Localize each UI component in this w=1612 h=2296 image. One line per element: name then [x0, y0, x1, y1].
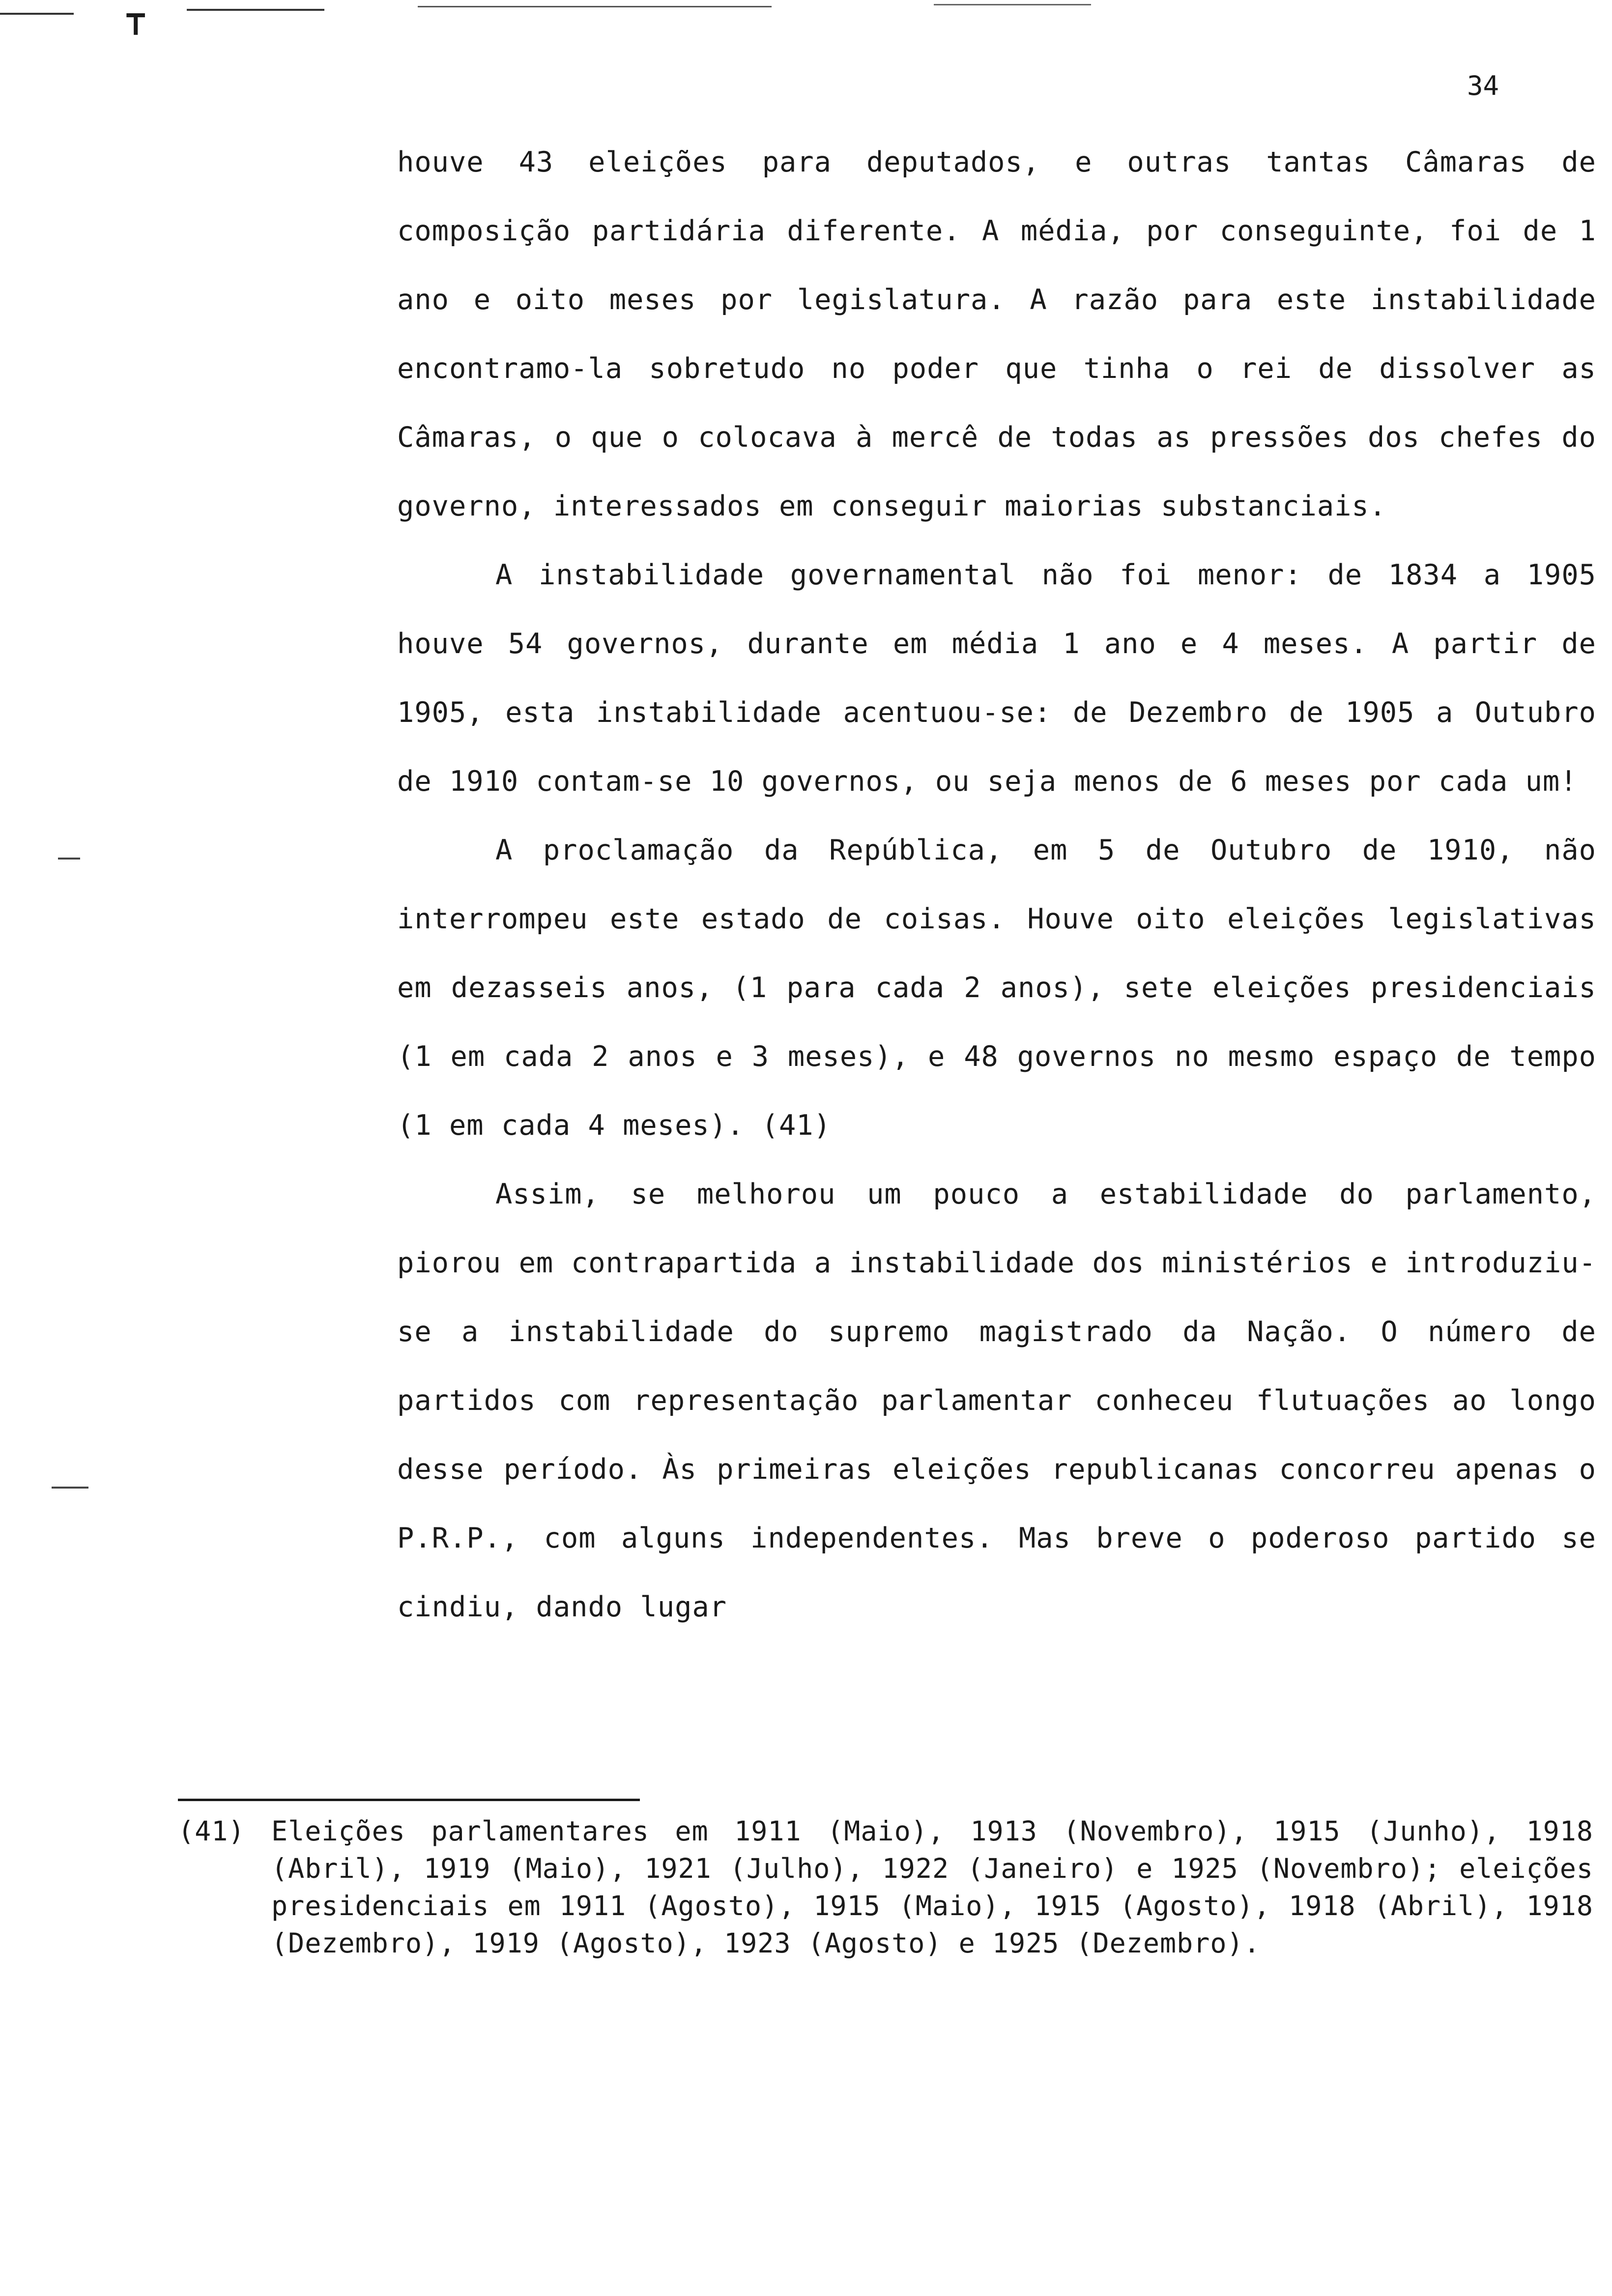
paragraph: A proclamação da República, em 5 de Outubro de 1910, não interrompeu este estado de coisas. Houve oito eleições legislativas em dezasseis anos, (1 para cada 2 anos), sete eleições presidenciais (1 em cada 2 anos e 3 meses), e 48 governos no mesmo espaço de tempo (1 em cada 4 meses). (41)	[397, 834, 1596, 1142]
scan-artifact-rule	[187, 9, 324, 11]
paragraph: A instabilidade governamental não foi menor: de 1834 a 1905 houve 54 governos, durante em média 1 ano e 4 meses. A partir de 1905, esta instabilidade acentuou-se: de Dezembro de 1905 a Outubro de 1910 contam-se 10 governos, ou seja menos de 6 meses por cada um!	[397, 559, 1596, 798]
paragraph: Assim, se melhorou um pouco a estabilidade do parlamento, piorou em contrapartida a instabilidade dos ministérios e introduziu-se a instabilidade do supremo magistrado da Nação. O número de partidos com representação parlamentar conheceu flutuações ao longo desse período. Às primeiras eleições republicanas concorreu apenas o P.R.P., com alguns independentes. Mas breve o poderoso partido se cindiu, dando lugar	[397, 1178, 1596, 1623]
margin-mark	[58, 858, 80, 860]
scan-artifact-rule	[418, 6, 772, 7]
paragraph-continued: houve 43 eleições para deputados, e outras tantas Câmaras de composição partidária diferente. A média, por conseguinte, foi de 1 ano e oito meses por legislatura. A razão para este instabilidade encontramo-la sobretudo no poder que tinha o rei de dissolver as Câmaras, o que o colocava à mercê de todas as pressões dos chefes do governo, interessados em conseguir maiorias substanciais.	[397, 146, 1596, 522]
footnote-marker: (41)	[178, 1815, 245, 1847]
page-number: 34	[1467, 70, 1499, 101]
footnote-text: Eleições parlamentares em 1911 (Maio), 1913 (Novembro), 1915 (Junho), 1918 (Abril), 1919 (Maio), 1921 (Julho), 1922 (Janeiro) e 1925 (Novembro); eleições presidenciais em 1911 (Agosto), 1915 (Maio), 1915 (Agosto), 1918 (Abril), 1918 (Dezembro), 1919 (Agosto), 1923 (Agosto) e 1925 (Dezembro).	[271, 1815, 1593, 1959]
scan-artifact-rule	[0, 13, 74, 15]
footnote	[178, 1812, 1593, 1962]
body-text	[397, 128, 1596, 1641]
footnote-separator	[178, 1799, 640, 1801]
scan-artifact-mark: ⊤	[125, 3, 146, 43]
margin-mark	[52, 1487, 88, 1489]
scan-artifact-rule	[934, 4, 1091, 5]
